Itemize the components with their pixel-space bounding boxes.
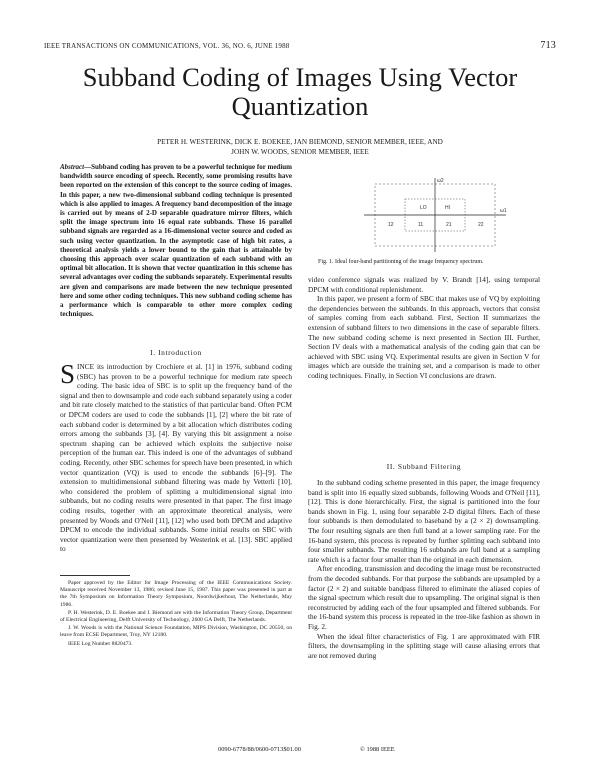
figure-1-caption: Fig. 1. Ideal four-band partitioning of the image frequency spectrum.	[318, 259, 484, 265]
frequency-partition-diagram	[360, 176, 510, 254]
footnote-2: P. H. Westerink, D. E. Boekee and J. Biemond are with the Information Theory Group, Department of Electrical Engineering, Delft University of Technology, 2600 GA Delft, The Netherlands.	[60, 609, 292, 624]
label-band-12: 12	[388, 222, 394, 228]
section-2-heading: II. Subband Filtering	[386, 462, 462, 471]
right-column-upper	[308, 275, 540, 381]
label-hi: HI	[445, 205, 450, 211]
copyright: © 1988 IEEE	[360, 746, 395, 753]
drop-cap: S	[60, 359, 76, 389]
footnote-1: Paper approved by the Editor for Image Processing of the IEEE Communications Society. Manuscript received November 13, 1986; revised June 15, 1987. This paper was presented in part at the 7th Symposium on Information Theory Symposium, Noordwijkerhout, The Netherlands, May 1986.	[60, 580, 292, 608]
label-band-22: 22	[478, 222, 484, 228]
section-1-heading: I. Introduction	[150, 348, 202, 357]
label-lo: LO	[420, 205, 427, 211]
abstract-text: —Subband coding has proven to be a powerful technique for medium bandwidth source encoding of speech. Recently, some promising results have been reported on the extension of this concept to the source coding of images. In this paper, a new two-dimensional subband coding technique is presented which is also applied to images. A frequency band decomposition of the image is carried out by means of 2-D separable quadrature mirror filters, which split the image spectrum into 16 equal rate subbands. These 16 parallel subband signals are regarded as a 16-dimensional vector source and coded as such using vector quantization. In the asymptotic case of high bit rates, a theoretical analysis yields a lower bound to the gain that is attainable by choosing this approach over scalar quantization of each subband with an optimal bit allocation. It is shown that vector quantization in this scheme has several advantages over coding the subbands separately. Experimental results are given and comparisons are made between the new technique presented here and some other coding techniques. This new subband coding scheme has a performance which is comparable to other more complex coding techniques.	[60, 163, 292, 319]
label-band-21: 21	[446, 222, 452, 228]
page-number: 713	[540, 40, 556, 51]
footnote-rule	[60, 575, 130, 576]
author-line-2: JOHN W. WOODS, SENIOR MEMBER, IEEE	[231, 148, 369, 156]
paper-title: Subband Coding of Images Using Vector Quantization	[82, 62, 518, 121]
intro-paragraph	[60, 359, 292, 554]
right-paragraph-1: video conference signals was realized by V. Brandt [14], using temporal DPCM with conditional replenishment.	[308, 275, 540, 294]
label-omega1: ω1	[500, 208, 507, 214]
section-2-paragraph-2: After encoding, transmission and decoding the image must be reconstructed from the decoded subbands. For that purpose the subbands are upsampled by a factor (2 × 2) and suitable bandpass filtered to eliminate the aliased copies of the signal spectrum which result due to upsampling. The original signal is then reconstructed by adding each of the four upsampled and filtered subbands. For the 16-band system this process is repeated in the tree-like fashion as shown in Fig. 2.	[308, 564, 540, 631]
section-2-body	[308, 478, 540, 660]
figure-1	[360, 176, 510, 254]
right-paragraph-2: In this paper, we present a form of SBC that makes use of VQ by exploiting the dependencies between the subbands. In this approach, vectors that consist of samples coming from each subband. First, Section II summarizes the extension of subband filters to two dimensions in the case of separable filters. The new subband coding scheme is next presented in Section III. Further, Section IV deals with a mathematical analysis of the coding gain that can be achieved with SBC using VQ. Experimental results are given in Section V for images which are outside the training set, and a comparison is made to other coding techniques. Finally, in Section VI conclusions are drawn.	[308, 294, 540, 380]
intro-text: INCE its introduction by Crochiere et al. [1] in 1976, subband coding (SBC) has proven to be a powerful technique for medium rate speech coding. The basic idea of SBC is to split up the frequency band of the signal and then to downsample and code each subband separately using a coder and bit rate closely matched to the statistics of that particular band. Often PCM or DPCM coders are used to code the subbands [1], [2] where the bit rate of each subband coder is determined by a bit allocation which distributes coding errors among the subbands [3], [4]. By varying this bit assignment a noise spectrum shaping can be achieved which exploits the subjective noise perception of the human ear. This indeed is one of the advantages of subband coding. Recently, other SBC schemes for speech have been presented, in which vector quantization (VQ) is used to encode the subbands [6]–[9]. The extension to multidimensional subband filtering was made by Vetterli [10], who considered the problem of splitting a multidimensional signal into subbands, but no coding results were presented in that paper. The first image coding results, together with an approximate theoretical analysis, were presented by Woods and O'Neil [11], [12] who used both DPCM and adaptive DPCM to encode the individual subbands. Some initial results on SBC with vector quantization were then presented by Westerink et al. [13]. SBC applied to	[60, 362, 292, 554]
running-header	[44, 42, 556, 54]
section-2-paragraph-3: When the ideal filter characteristics of Fig. 1 are approximated with FIR filters, the downsampling in the splitting stage will cause aliasing errors that are not removed during	[308, 631, 540, 660]
label-band-11: 11	[418, 222, 424, 228]
journal-line: IEEE TRANSACTIONS ON COMMUNICATIONS, VOL. 36, NO. 6, JUNE 1988	[44, 42, 290, 50]
footnote-4: IEEE Log Number 8820473.	[68, 640, 133, 647]
section-2-paragraph-1: In the subband coding scheme presented in this paper, the image frequency band is split into 16 equally sized subbands, following Woods and O'Neil [11], [12]. This is done hierarchically. First, the signal is partitioned into the four bands shown in Fig. 1, using four separable 2-D digital filters. Each of these four subbands is then demodulated to baseband by a (2 × 2) downsampling. The four resulting signals are then full band at a lower sampling rate. For the 16-band system, this process is repeated by further splitting each subband into four smaller subbands. The resulting 16 subbands are full band at a sampling rate which is a factor four smaller than the original in each dimension.	[308, 478, 540, 564]
author-list	[40, 137, 560, 157]
footnote-block	[60, 580, 292, 649]
author-line-1: PETER H. WESTERINK, DICK E. BOEKEE, JAN BIEMOND, SENIOR MEMBER, IEEE, AND	[157, 138, 443, 146]
label-omega2: ω2	[437, 178, 444, 184]
article-code: 0090-6778/88/0600-0713$01.00	[218, 746, 301, 753]
abstract	[60, 163, 292, 319]
abstract-label: Abstract	[60, 163, 85, 171]
footnote-3: J. W. Woods is with the National Science Foundation, MIPS Division, Washington, DC 20550, on leave from ECSE Department, Troy, NY 12180.	[60, 625, 292, 639]
